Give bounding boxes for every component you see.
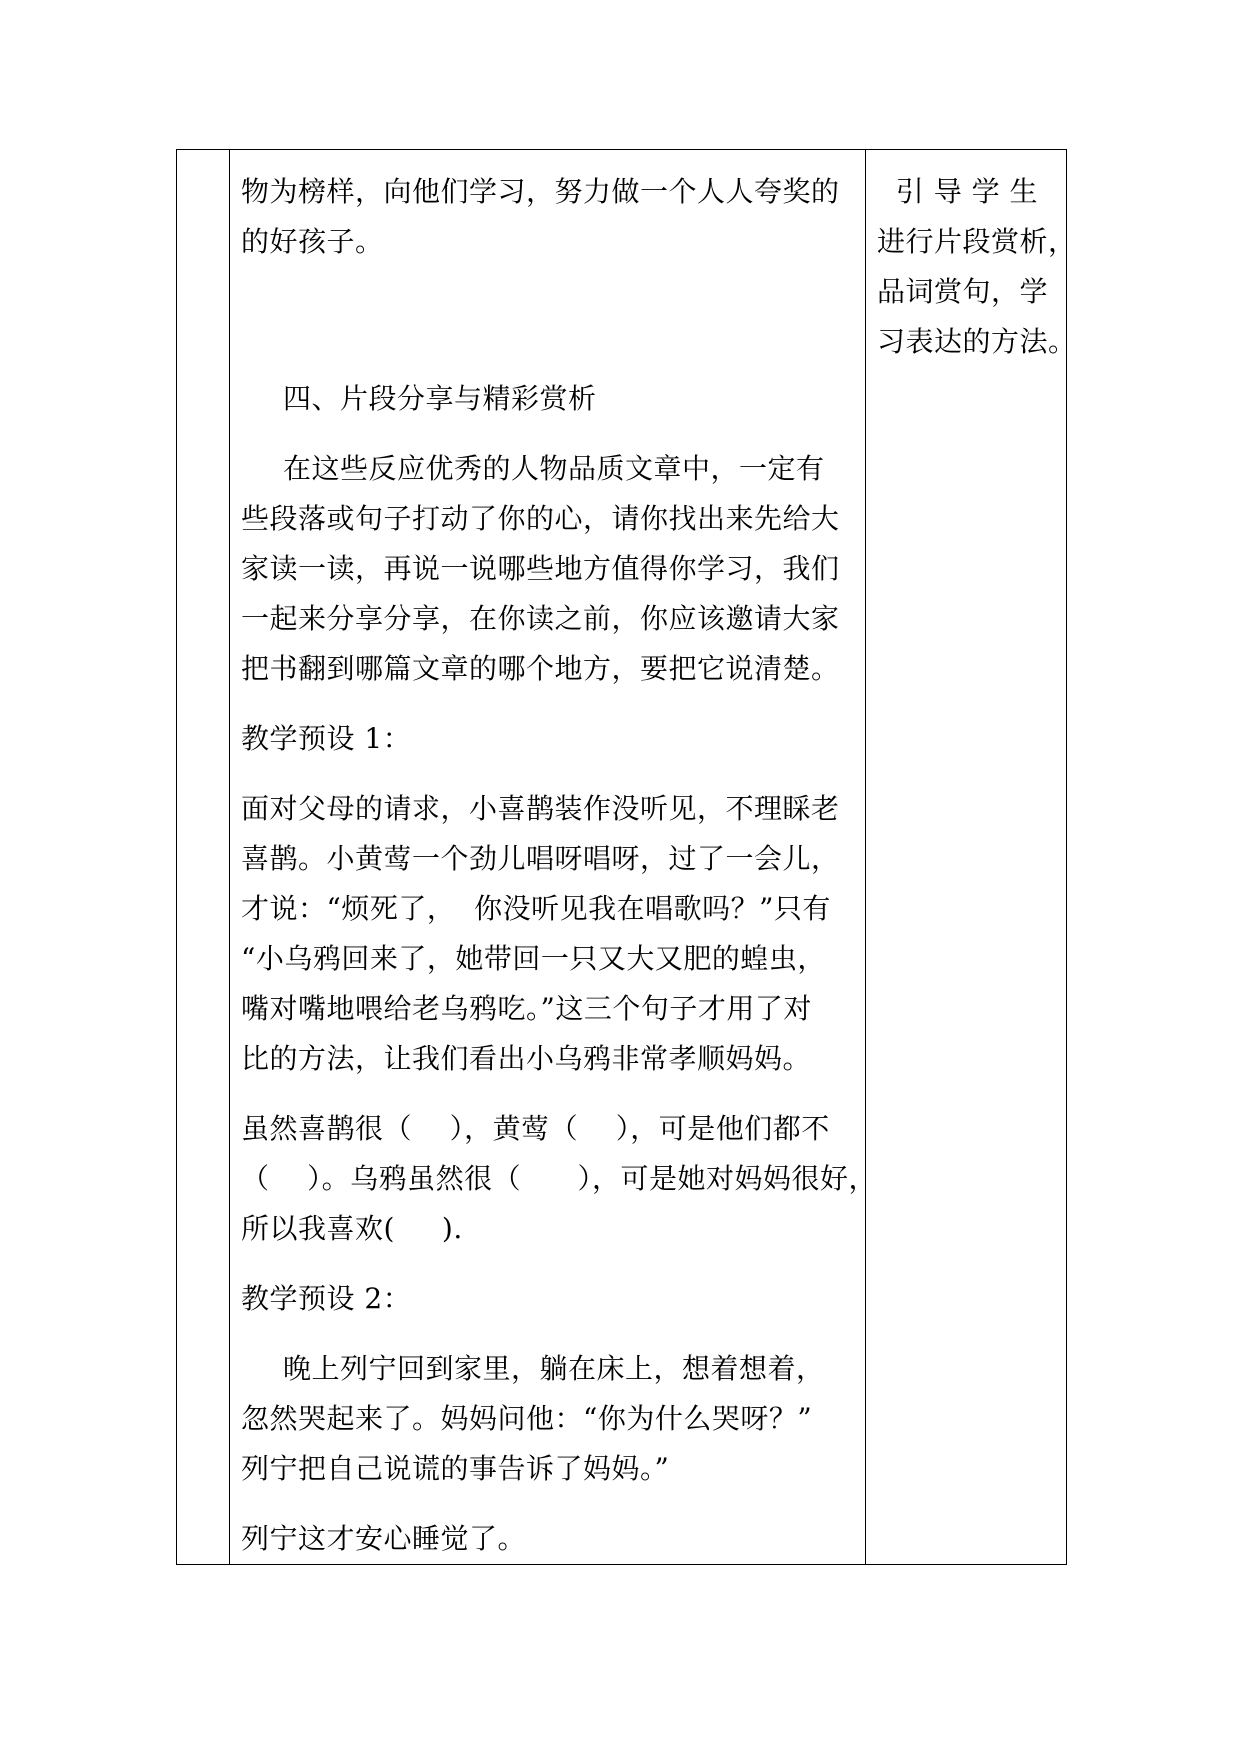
text-line: 比的方法，让我们看出小乌鸦非常孝顺妈妈。 bbox=[241, 1042, 812, 1075]
section-heading: 四、片段分享与精彩赏析 bbox=[283, 382, 597, 415]
text-line: 面对父母的请求，小喜鹊装作没听见，不理睬老 bbox=[241, 792, 840, 825]
text-line: 的好孩子。 bbox=[241, 225, 384, 258]
preset-heading: 教学预设 1： bbox=[241, 722, 412, 755]
side-line: 习表达的方法。 bbox=[877, 325, 1077, 358]
text-line: 列宁把自己说谎的事告诉了妈妈。” bbox=[241, 1452, 670, 1485]
text-line: 嘴对嘴地喂给老乌鸦吃。”这三个句子才用了对 bbox=[241, 992, 812, 1025]
text-line: 一起来分享分享，在你读之前，你应该邀请大家 bbox=[241, 602, 840, 635]
text-line: 才说：“烦死了， 你没听见我在唱歌吗？”只有 bbox=[241, 892, 831, 925]
text-line: 在这些反应优秀的人物品质文章中，一定有 bbox=[283, 452, 825, 485]
text-line: 些段落或句子打动了你的心，请你找出来先给大 bbox=[241, 502, 840, 535]
lesson-plan-table bbox=[176, 149, 1077, 1565]
text-line: 家读一读，再说一说哪些地方值得你学习，我们 bbox=[241, 552, 840, 585]
column-divider-right bbox=[865, 150, 866, 1564]
text-line: 物为榜样，向他们学习，努力做一个人人夸奖的 bbox=[241, 175, 840, 208]
text-line: 列宁这才安心睡觉了。 bbox=[241, 1522, 527, 1555]
column-divider-left bbox=[229, 150, 230, 1564]
preset-heading: 教学预设 2： bbox=[241, 1282, 412, 1315]
side-line: 引 导 学 生 bbox=[877, 175, 1039, 208]
fill-blank-line: （ ）。乌鸦虽然很（ ），可是她对妈妈很好， bbox=[241, 1162, 878, 1195]
text-line: 把书翻到哪篇文章的哪个地方，要把它说清楚。 bbox=[241, 652, 840, 685]
text-line: 忽然哭起来了。妈妈问他：“你为什么哭呀？” bbox=[241, 1402, 813, 1435]
side-line: 进行片段赏析， bbox=[877, 225, 1077, 258]
side-line: 品词赏句，学 bbox=[877, 275, 1049, 308]
text-line: “小乌鸦回来了，她带回一只又大又肥的蝗虫， bbox=[241, 942, 826, 975]
text-line: 喜鹊。小黄莺一个劲儿唱呀唱呀，过了一会儿， bbox=[241, 842, 840, 875]
text-line: 晚上列宁回到家里，躺在床上，想着想着， bbox=[283, 1352, 825, 1385]
fill-blank-line: 所以我喜欢( ). bbox=[241, 1212, 463, 1245]
fill-blank-line: 虽然喜鹊很（ ），黄莺（ ），可是他们都不 bbox=[241, 1112, 830, 1145]
